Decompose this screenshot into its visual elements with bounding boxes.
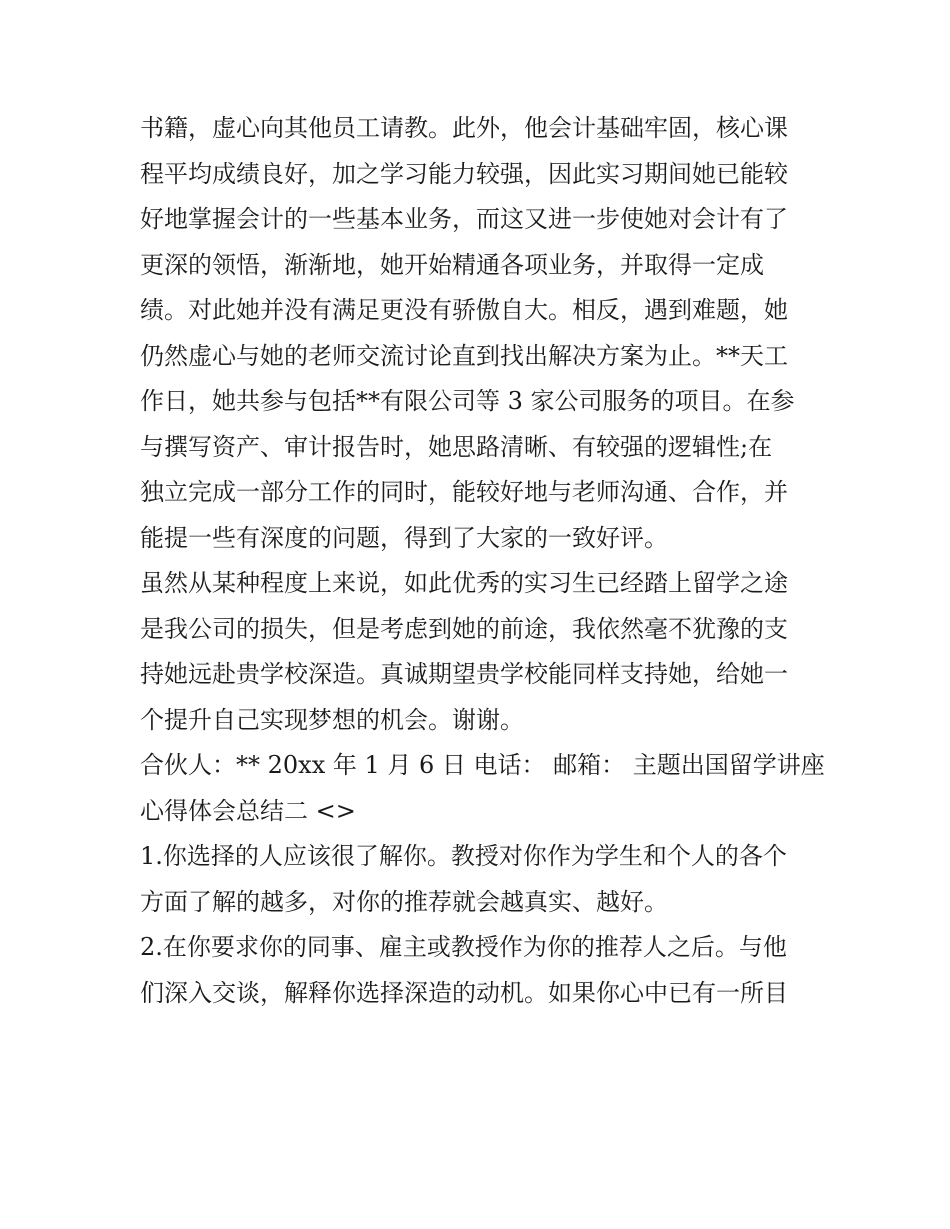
text-line: 心得体会总结二 <> bbox=[140, 796, 356, 825]
text-line: 持她远赴贵学校深造。真诚期望贵学校能同样支持她，给她一 bbox=[140, 660, 788, 688]
text-line: 仍然虚心与她的老师交流讨论直到找出解决方案为止。**天工 bbox=[140, 341, 788, 370]
text-line: 们深入交谈，解释你选择深造的动机。如果你心中已有一所目 bbox=[140, 978, 788, 1007]
text-line: 与撰写资产、审计报告时，她思路清晰、有较强的逻辑性;在 bbox=[140, 432, 773, 461]
text-line: 1.你选择的人应该很了解你。教授对你作为学生和个人的各个 bbox=[140, 842, 787, 870]
text-line: 更深的领悟，渐渐地，她开始精通各项业务，并取得一定成 bbox=[140, 250, 764, 279]
text-line: 合伙人：** 20xx 年 1 月 6 日 电话： 邮箱： 主题出国留学讲座 bbox=[140, 751, 825, 779]
text-line: 程平均成绩良好，加之学习能力较强，因此实习期间她已能较 bbox=[140, 159, 788, 188]
document-body bbox=[140, 106, 830, 1016]
text-line: 是我公司的损失，但是考虑到她的前途，我依然毫不犹豫的支 bbox=[140, 614, 788, 643]
text-line: 能提一些有深度的问题，得到了大家的一致好评。 bbox=[140, 523, 668, 552]
text-line: 独立完成一部分工作的同时，能较好地与老师沟通、合作，并 bbox=[140, 478, 788, 506]
text-line: 作日，她共参与包括**有限公司等 3 家公司服务的项目。在参 bbox=[140, 387, 795, 415]
text-line: 绩。对此她并没有满足更没有骄傲自大。相反，遇到难题，她 bbox=[140, 296, 788, 324]
text-line: 书籍，虚心向其他员工请教。此外，他会计基础牢固，核心课 bbox=[140, 114, 788, 142]
text-line: 好地掌握会计的一些基本业务，而这又进一步使她对会计有了 bbox=[140, 205, 788, 233]
text-line: 2.在你要求你的同事、雇主或教授作为你的推荐人之后。与他 bbox=[140, 933, 787, 961]
text-line: 虽然从某种程度上来说，如此优秀的实习生已经踏上留学之途 bbox=[140, 569, 788, 597]
text-line: 个提升自己实现梦想的机会。谢谢。 bbox=[140, 705, 524, 734]
text-line: 方面了解的越多，对你的推荐就会越真实、越好。 bbox=[140, 887, 668, 916]
